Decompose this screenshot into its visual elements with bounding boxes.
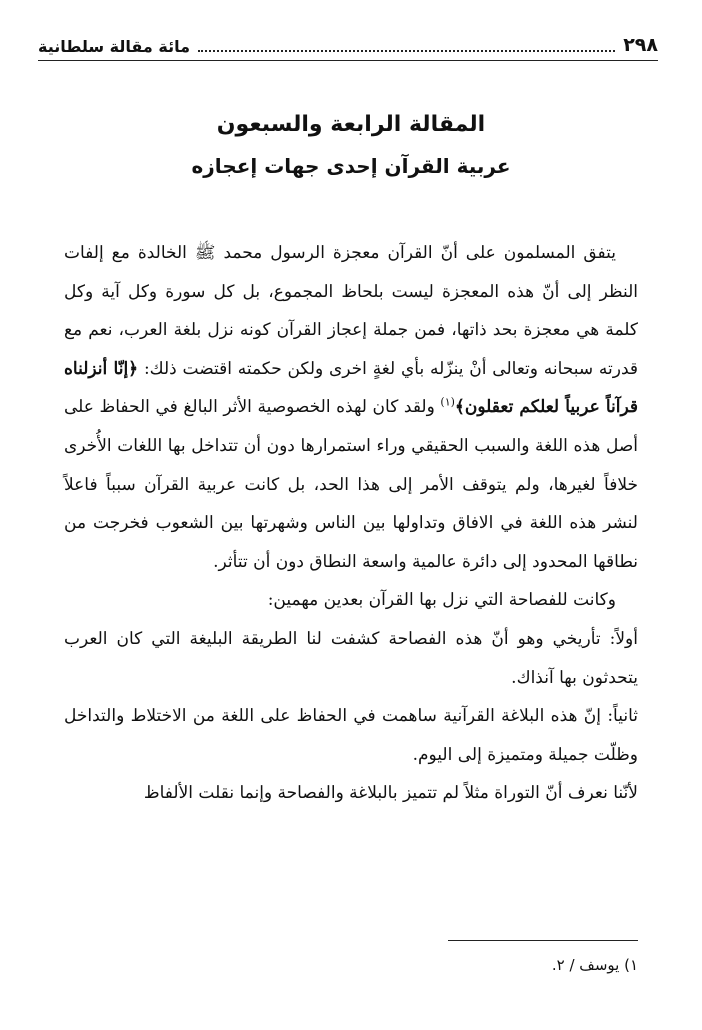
paragraph-2: وكانت للفصاحة التي نزل بها القرآن بعدين مهمين: bbox=[267, 590, 616, 611]
header-dot-leader bbox=[198, 49, 615, 52]
header-rule bbox=[38, 60, 658, 61]
running-header bbox=[38, 30, 658, 56]
paragraph-1 bbox=[64, 234, 638, 581]
paragraph-4: ثانياً: إنّ هذه البلاغة القرآنية ساهمت في الحفاظ على اللغة من الاختلاط والتداخل وظلّت جميلة ومتميزة إلى اليوم. bbox=[64, 706, 638, 765]
footnote-ref[interactable]: (١) bbox=[440, 395, 455, 409]
book-title: مائة مقالة سلطانية bbox=[38, 37, 191, 56]
footnote-rule bbox=[448, 940, 638, 941]
paragraph-1-text: يتفق المسلمون على أنّ القرآن معجزة الرسول محمد ﷺ الخالدة مع إلفات النظر إلى أنّ هذه المعجزة ليست بلحاظ المجموع، بل كل سورة وكل آية وكل كلمة هي معجزة بحد ذاتها، فمن جملة إعجاز القرآن كونه نزل بلغة العرب، نعم مع قدرته سبحانه وتعالى أنْ ينزّله بأي لغةٍ اخرى ولكن حكمته اقتضت ذلك: bbox=[64, 243, 639, 379]
paragraph-1-continued: ولقد كان لهذه الخصوصية الأثر البالغ في الحفاظ على أصل هذه اللغة والسبب الحقيقي وراء استمرارها دون أن تتداخل بها اللغات الأُخرى خلافاً لغيرها، ولم يتوقف الأمر إلى هذا الحد، بل كانت عربية القرآن سبباً فاعلاً لنشر هذه اللغة في الافاق وتداولها بين الناس وشهرتها بين الشعوب فخرجت من نطاقها المحدود إلى دائرة عالمية واسعة النطاق دون أن تتأثر. bbox=[64, 397, 638, 572]
quran-verse: ﴿إنّا أنزلناه قرآناً عربياً لعلكم تعقلون﴾ bbox=[64, 358, 638, 418]
paragraph-3: أولاً: تأريخي وهو أنّ هذه الفصاحة كشفت لنا الطريقة البليغة التي كان العرب يتحدثون بها آنذاك. bbox=[64, 628, 638, 688]
page-number: ٢٩٨ bbox=[623, 34, 658, 56]
article-title: المقالة الرابعة والسبعون bbox=[216, 112, 486, 137]
paragraph-5: لأنّنا نعرف أنّ التوراة مثلاً لم تتميز بالبلاغة والفصاحة وإنما نقلت الألفاظ bbox=[143, 783, 638, 804]
article-body bbox=[64, 234, 638, 813]
article-subtitle: عربية القرآن إحدى جهات إعجازه bbox=[191, 154, 511, 178]
footnote: ١) يوسف / ٢. bbox=[551, 956, 638, 974]
